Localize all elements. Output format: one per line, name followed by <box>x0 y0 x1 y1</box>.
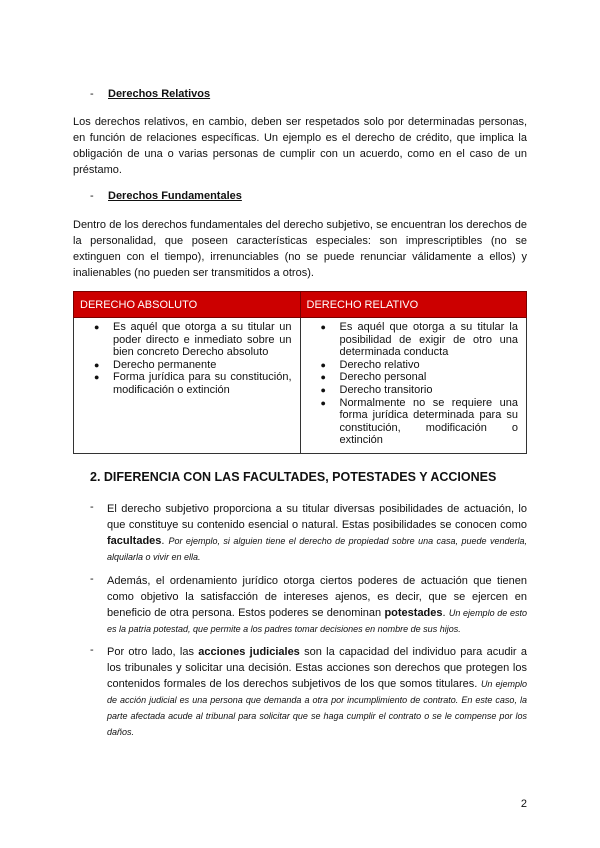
list-item: ● Normalmente no se requiere una forma jurídica determinada para su constitución, modificación o extinción <box>340 397 519 447</box>
list-item: ● Forma jurídica para su constitución, modificación o extinción <box>113 371 292 396</box>
heading-text: Derechos Relativos <box>108 88 211 100</box>
bullet-dash: - <box>90 190 94 202</box>
list-item: ● Es aquél que otorga a su titular un poder directo e inmediato sobre un bien concreto Derecho absoluto <box>113 321 292 359</box>
list-item: ● Es aquél que otorga a su titular la posibilidad de exigir de otro una determinada conducta <box>340 321 519 359</box>
item-paragraph <box>107 501 527 565</box>
item-paragraph <box>107 644 527 740</box>
section-2-item-acciones <box>90 644 527 740</box>
term-facultades: facultades <box>107 535 162 547</box>
list-item: ● Derecho transitorio <box>340 384 519 397</box>
item-text: Además, el ordenamiento jurídico otorga ciertos poderes de actuación que tienen como objetivo la satisfacción de intereses ajenos, es decir, que se ejercen en beneficio de otra persona. Estos poderes se denominan <box>107 575 527 619</box>
example-text: Un ejemplo de acción judicial es una persona que demanda a otra por incumplimiento de contrato. En este caso, la parte afectada acude al tribunal para solicitar que se haga cumplir el contrato o se le compense por los daños. <box>107 679 527 737</box>
list-item: ● Derecho personal <box>340 371 519 384</box>
term-acciones-judiciales: acciones judiciales <box>198 646 300 658</box>
item-text: El derecho subjetivo proporciona a su titular diversas posibilidades de actuación, lo que constituye su contenido esencial o natural. Estas posibilidades se conocen como <box>107 503 527 531</box>
comparison-table <box>73 291 527 454</box>
absoluto-list <box>80 321 292 397</box>
item-text: Por otro lado, las <box>107 646 199 658</box>
term-potestades: potestades <box>384 607 443 619</box>
item-text: . <box>161 535 169 547</box>
table-header-row <box>74 292 527 318</box>
relativo-list <box>307 321 519 447</box>
header-derecho-absoluto: DERECHO ABSOLUTO <box>74 292 301 318</box>
bullet-dash: - <box>90 644 94 656</box>
example-text: Un ejemplo de esto es la patria potestad, que permite a los padres tomar decisiones en nombre de sus hijos. <box>107 608 528 634</box>
example-text: Por ejemplo, si alguien tiene el derecho de propiedad sobre una casa, puede venderla, alquilarla o vivir en ella. <box>107 536 527 562</box>
cell-derecho-absoluto <box>74 318 301 454</box>
bullet-dash: - <box>90 501 94 513</box>
list-item: ● Derecho permanente <box>113 359 292 372</box>
header-derecho-relativo: DERECHO RELATIVO <box>300 292 527 318</box>
item-text: . <box>442 607 449 619</box>
heading-derechos-relativos <box>90 88 210 100</box>
item-paragraph <box>107 573 527 637</box>
heading-text: Derechos Fundamentales <box>108 190 242 202</box>
page-number: 2 <box>520 798 527 810</box>
heading-derechos-fundamentales <box>90 190 242 202</box>
paragraph-derechos-relativos: Los derechos relativos, en cambio, deben ser respetados solo por determinadas personas, en función de relaciones específicas. Un ejemplo es el derecho de crédito, que implica la obligación de una o varias personas de cumplir con un acuerdo, como en el caso de un préstamo. <box>73 116 527 176</box>
section-2-title: 2. DIFERENCIA CON LAS FACULTADES, POTESTADES Y ACCIONES <box>90 470 497 484</box>
section-2-item-facultades <box>90 501 527 565</box>
paragraph-derechos-fundamentales: Dentro de los derechos fundamentales del derecho subjetivo, se encuentran los derechos de la personalidad, que poseen características especiales: son imprescriptibles (no se extinguen con el tiempo), irrenunciables (no se puede renunciar válidamente a ellos) y inalienables (no pueden ser transmitidos a otros). <box>73 219 527 279</box>
bullet-dash: - <box>90 88 94 100</box>
bullet-dash: - <box>90 573 94 585</box>
item-text: son la capacidad del individuo para acudir a los tribunales y solicitar una decisión. Estas acciones son derechos que protegen los contenidos formales de los derechos subjetivos de los que somos titulares. <box>107 646 527 690</box>
cell-derecho-relativo <box>300 318 527 454</box>
list-item: ● Derecho relativo <box>340 359 519 372</box>
table-row <box>74 318 527 454</box>
section-2-item-potestades <box>90 573 527 637</box>
